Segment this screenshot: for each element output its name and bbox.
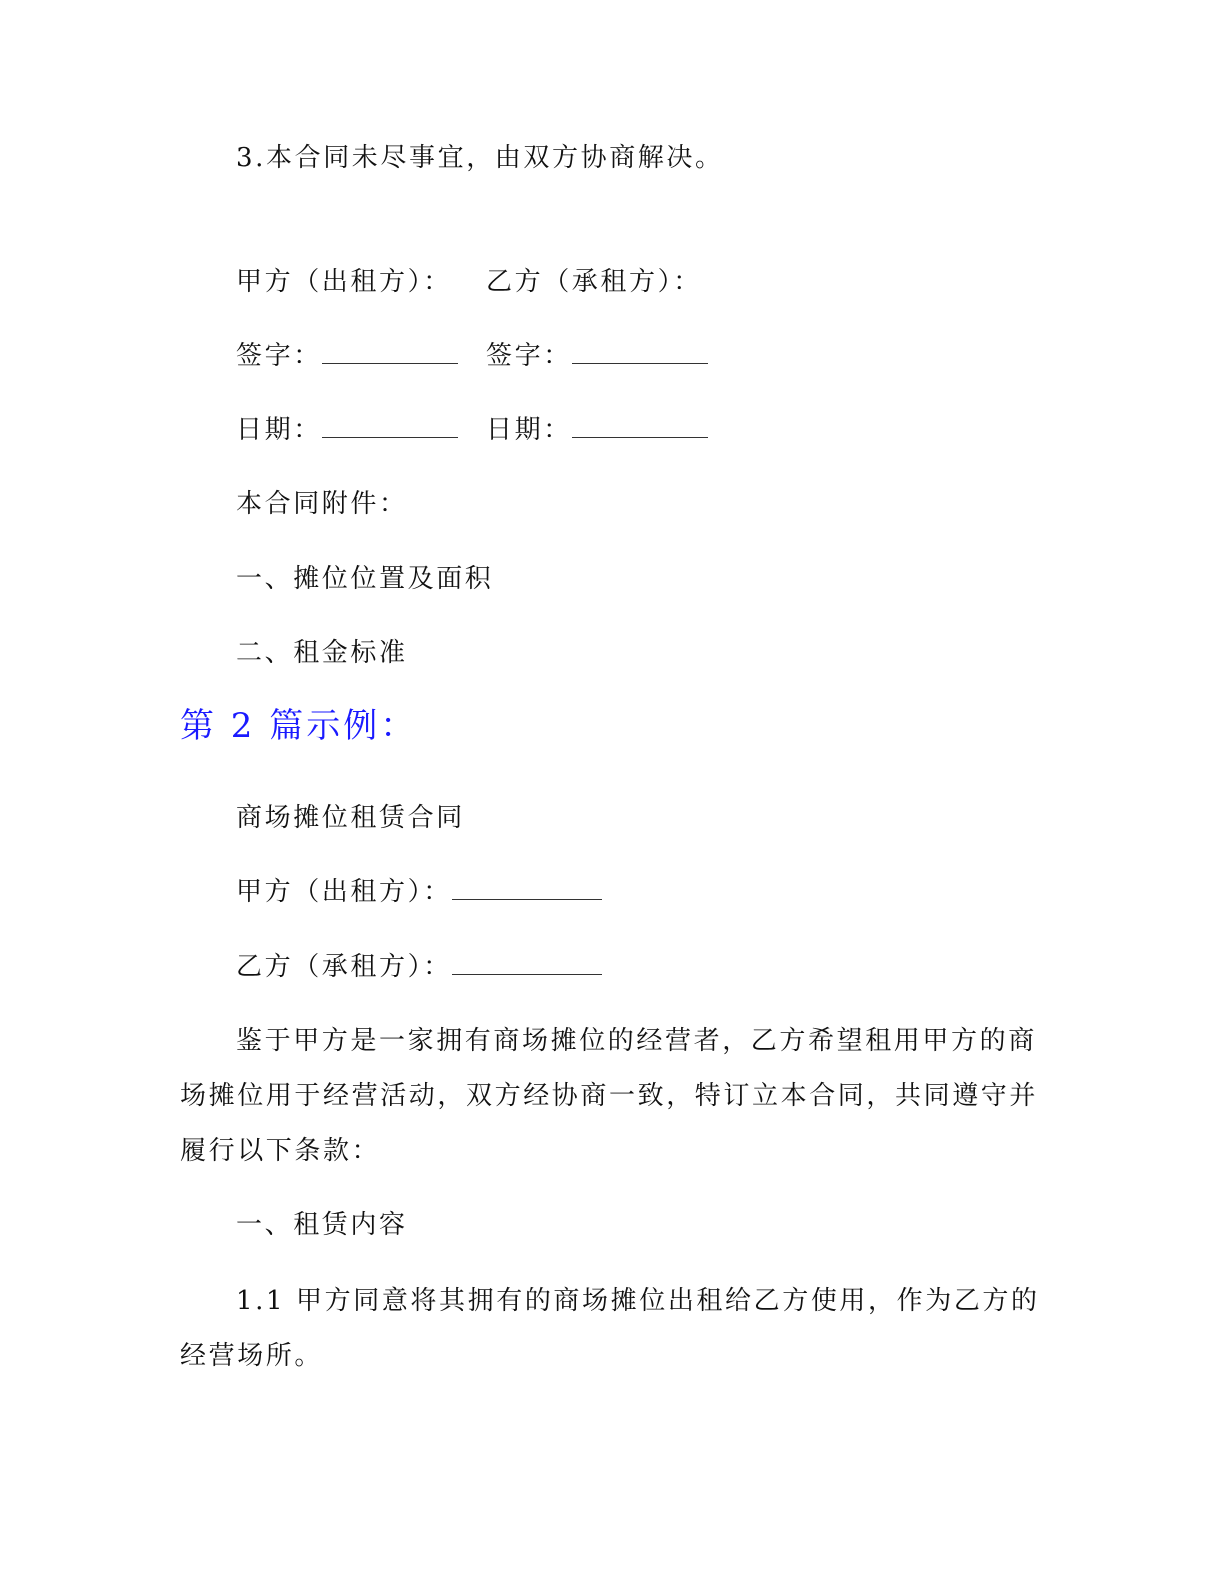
date-label-a: 日期： — [236, 415, 322, 445]
attachment-item-1: 一、摊位位置及面积 — [236, 564, 494, 594]
party-a-date-row — [236, 414, 458, 446]
contract2-party-b-row — [236, 951, 602, 983]
clause-1-1-line-1: 1.1 甲方同意将其拥有的商场摊位出租给乙方使用，作为乙方的 — [236, 1286, 1040, 1316]
date-label-b: 日期： — [486, 415, 572, 445]
attachments-title: 本合同附件： — [236, 489, 408, 519]
sign-blank-a — [322, 341, 458, 364]
preamble-line-3: 履行以下条款： — [180, 1136, 381, 1166]
clause-3: 3.本合同未尽事宜，由双方协商解决。 — [236, 143, 724, 173]
party-a-sign-row — [236, 340, 458, 372]
section-heading: 第 2 篇示例： — [180, 706, 418, 746]
preamble-line-1: 鉴于甲方是一家拥有商场摊位的经营者，乙方希望租用甲方的商 — [236, 1026, 1037, 1056]
party-b-signature-label: 乙方（承租方）： — [486, 267, 702, 297]
party-b-date-row — [486, 414, 708, 446]
contract2-party-b-blank — [452, 952, 602, 975]
party-b-sign-row — [486, 340, 708, 372]
sign-label-a: 签字： — [236, 341, 322, 371]
date-blank-a — [322, 415, 458, 438]
contract-title: 商场摊位租赁合同 — [236, 803, 465, 833]
section-1-title: 一、租赁内容 — [236, 1210, 408, 1240]
attachment-item-2: 二、租金标准 — [236, 638, 408, 668]
preamble-line-2: 场摊位用于经营活动，双方经协商一致，特订立本合同，共同遵守并 — [180, 1081, 1039, 1111]
sign-label-b: 签字： — [486, 341, 572, 371]
contract2-party-a-row — [236, 876, 602, 908]
clause-1-1-line-2: 经营场所。 — [180, 1341, 324, 1371]
sign-blank-b — [572, 341, 708, 364]
contract2-party-a-blank — [452, 877, 602, 900]
contract2-party-b-label: 乙方（承租方）： — [236, 952, 452, 982]
party-a-signature-label: 甲方（出租方）： — [236, 267, 452, 297]
contract2-party-a-label: 甲方（出租方）： — [236, 877, 452, 907]
date-blank-b — [572, 415, 708, 438]
